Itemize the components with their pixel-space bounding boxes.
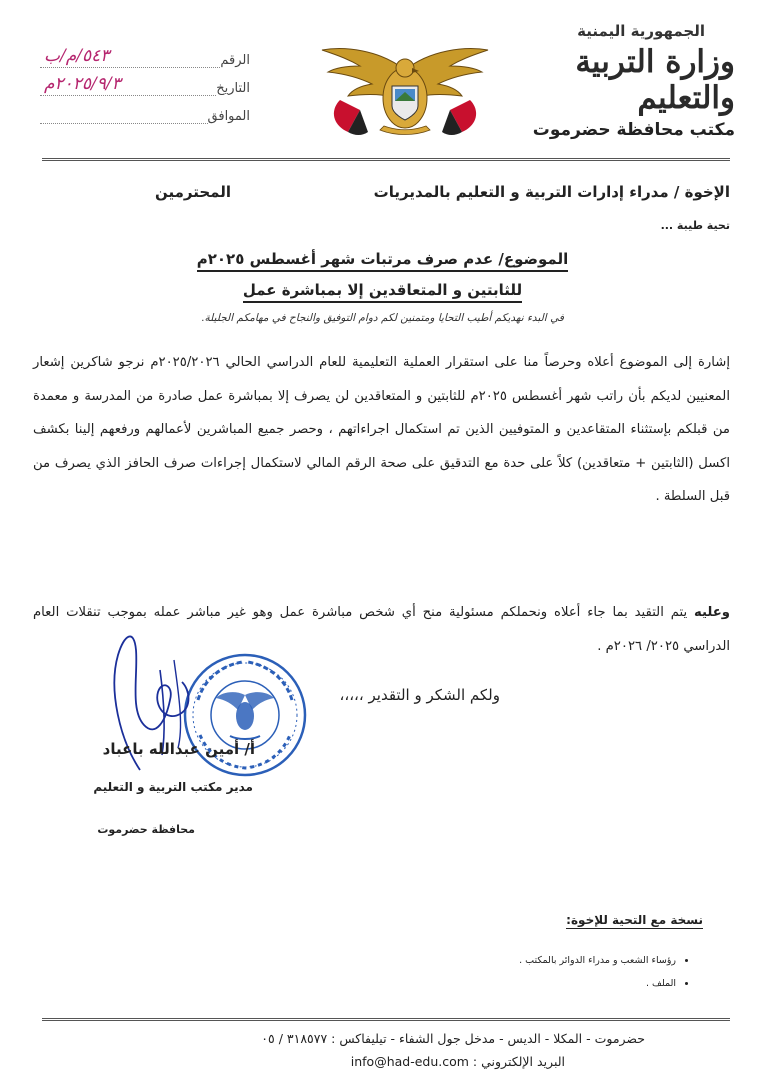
ministry-header [495, 22, 735, 140]
honorific: المحترمين [155, 183, 232, 201]
header-divider [42, 158, 730, 161]
ref-number-label: الرقم [220, 53, 250, 68]
paragraph-2-lead: وعليه [694, 605, 731, 620]
subject-line-1: الموضوع/ عدم صرف مرتبات شهر أغسطس ٢٠٢٥م [197, 250, 569, 272]
ref-number-value: ٥٤٣/م/ب [40, 45, 220, 68]
closing-thanks: ولكم الشكر و التقدير ،،،،، [339, 686, 500, 704]
corresponding-row [40, 100, 250, 124]
subject-line-2-wrap [0, 281, 765, 299]
copy-recipient: • الملف . [519, 978, 676, 989]
reference-block [40, 44, 250, 128]
copies-list [519, 955, 690, 1001]
greeting: تحية طيبة ... [660, 219, 730, 232]
addressee-line [45, 183, 730, 201]
signatory-governorate: محافظة حضرموت [97, 823, 195, 836]
paragraph-2-text: يتم التقيد بما جاء أعلاه ونحملكم مسئولية منح أي شخص مباشرة عمل وهو غير مباشر عمله بموجب تنقلات العام الدراسي ٢٠٢٥/ ٢٠٢٦م . [33, 605, 730, 654]
corresponding-value [40, 101, 208, 124]
subject-line-2: للثابتين و المتعاقدين إلا بمباشرة عمل [243, 281, 522, 303]
date-row [40, 72, 250, 96]
subject-line-1-wrap [0, 250, 765, 268]
body-paragraph-1: إشارة إلى الموضوع أعلاه وحرصاً منا على استقرار العملية التعليمية للعام الدراسي الحالي ٢٠٢٥/٢٠٢٦م نرجو شاكرين إشعار المعنيين لديكم بأن راتب شهر أغسطس ٢٠٢٥م للثابتين و المتعاقدين لن يصرف إلا بمباشرة عمل صادرة من المدرسة و معمدة من قبلكم بإستثناء المتقاعدين و المتوفيين الذين تم استكمال اجراءاتهم ، وحصر جميع المباشرين لأعمالهم ورفعهم إلينا بكشف اكسل (الثابتين + متعاقدين) كلاً على حدة مع التدقيق على صحة الرقم المالي لاستكمال إجراءات صرف الحافز الذي يصرف من قبل السلطة . [33, 355, 730, 504]
office-name: مكتب محافظة حضرموت [532, 120, 735, 140]
footer-divider [42, 1018, 730, 1021]
addressee: الإخوة / مدراء إدارات التربية و التعليم بالمديريات [373, 183, 730, 201]
corresponding-label: الموافق [207, 109, 250, 124]
country-name: الجمهورية اليمنية [577, 22, 705, 40]
date-value: ٢٠٢٥/٩/٣م [40, 73, 216, 96]
copy-recipient: • رؤساء الشعب و مدراء الدوائر بالمكتب . [519, 955, 676, 966]
signatory-title: مدير مكتب التربية و التعليم [93, 780, 253, 794]
copies-heading: نسخة مع التحية للإخوة: [566, 913, 703, 927]
date-label: التاريخ [216, 81, 250, 96]
yemen-eagle-emblem [320, 40, 490, 140]
footer-email: البريد الإلكتروني : info@had-edu.com [350, 1054, 565, 1069]
signatory-name: أ/ أمين عبدالله باعباد [102, 740, 255, 758]
ref-number-row [40, 44, 250, 68]
intro-line: في البدء نهديكم أطيب التحايا ومتمنين لكم دوام التوفيق والنجاح في مهامكم الجليلة. [201, 312, 564, 324]
ministry-name: وزارة التربية والتعليم [575, 44, 735, 116]
footer-address: حضرموت - المكلا - الديس - مدخل جول الشفاء - تيليفاكس : ٣١٨٥٧٧ / ٠٥ [261, 1031, 645, 1046]
